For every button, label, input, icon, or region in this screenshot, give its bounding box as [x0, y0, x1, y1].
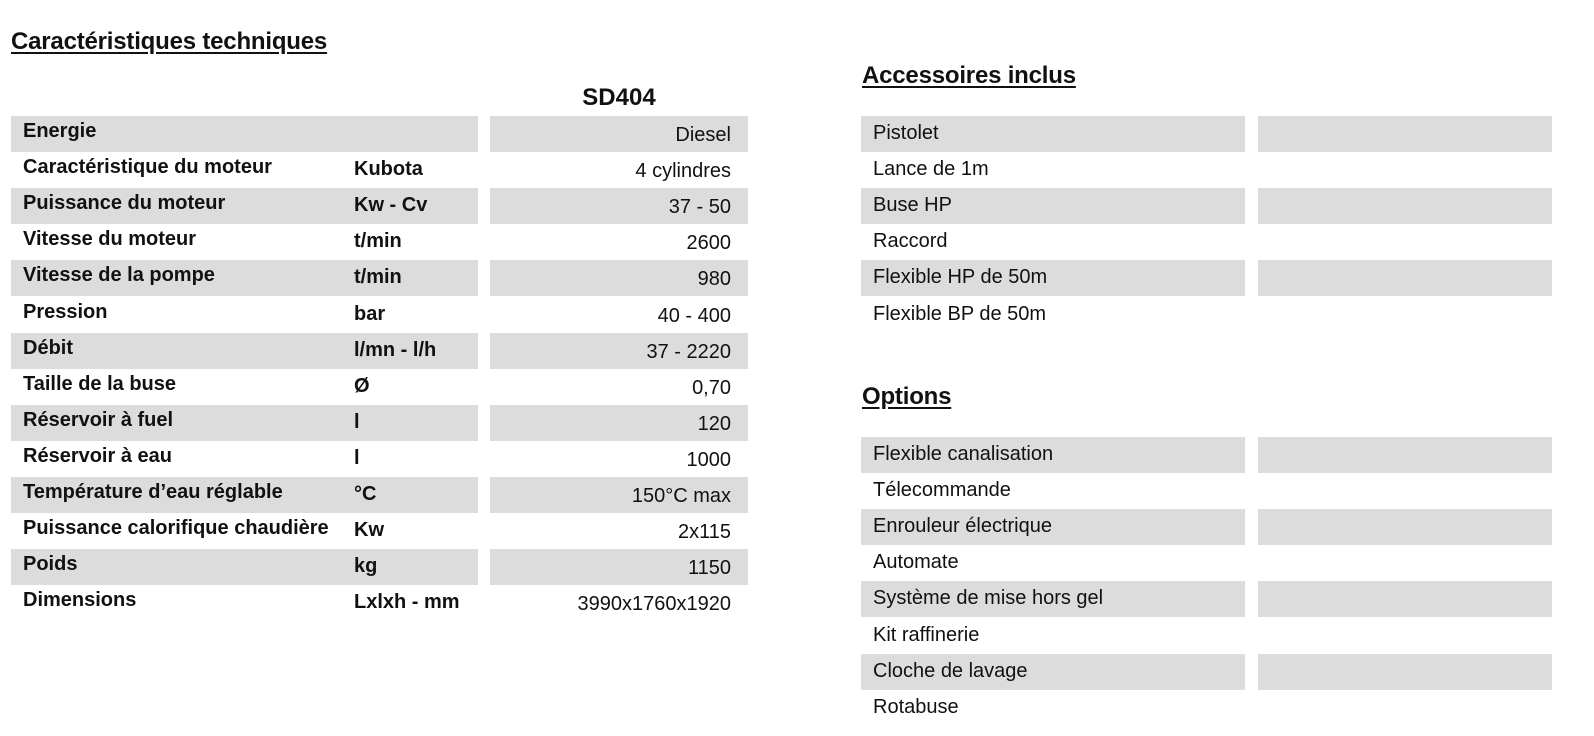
- option-item-label: Rotabuse: [873, 695, 959, 718]
- spec-unit: Kw - Cv: [354, 194, 428, 217]
- option-item: [0, 437, 1594, 473]
- spec-label: Température d’eau réglable: [23, 481, 283, 503]
- accessory-item: [0, 297, 1594, 333]
- accessory-item-label: Buse HP: [873, 194, 952, 217]
- spec-unit: Ø: [354, 374, 370, 397]
- spec-unit: Kubota: [354, 158, 423, 181]
- spec-row: [0, 333, 760, 369]
- spec-label: Réservoir à fuel: [23, 408, 174, 431]
- option-item: [0, 690, 1594, 726]
- spec-value: 40 - 400: [657, 304, 731, 327]
- spec-label: Débit: [23, 336, 73, 359]
- spec-unit: t/min: [354, 266, 402, 289]
- option-item: [0, 581, 1594, 617]
- option-item-label: Kit raffinerie: [873, 623, 980, 646]
- accessory-item: [0, 188, 1594, 224]
- accessory-item-label: Flexible BP de 50m: [873, 302, 1047, 325]
- spec-unit: l: [354, 410, 360, 433]
- option-item-label: Télecommande: [873, 479, 1011, 502]
- spec-label: Caractéristique du moteur: [23, 156, 272, 179]
- list-extra-cell: [1258, 116, 1552, 152]
- spec-value: 37 - 2220: [646, 340, 731, 363]
- accessory-item: [0, 224, 1594, 260]
- option-item: [0, 545, 1594, 581]
- spec-unit: l/mn - l/h: [354, 338, 437, 361]
- accessory-item-label: Raccord: [873, 230, 948, 253]
- accessories-title: Accessoires inclus: [862, 62, 1076, 89]
- accessory-item-label: Pistolet: [873, 122, 939, 144]
- accessory-item-label: Flexible HP de 50m: [873, 266, 1048, 289]
- spec-value: 3990x1760x1920: [577, 593, 731, 616]
- option-item: [0, 509, 1594, 545]
- spec-value: 0,70: [692, 376, 731, 399]
- spec-label: Poids: [23, 553, 78, 576]
- spec-unit: t/min: [354, 230, 402, 253]
- option-item: [0, 654, 1594, 690]
- spec-unit: °C: [354, 483, 377, 505]
- option-item: [0, 618, 1594, 654]
- list-extra-cell: [1258, 437, 1552, 473]
- list-extra-cell: [1258, 581, 1552, 617]
- spec-value: 1000: [686, 448, 731, 471]
- spec-label: Vitesse du moteur: [23, 228, 197, 251]
- spec-unit: kg: [354, 555, 378, 578]
- spec-row: [0, 405, 760, 441]
- accessory-item-label: Lance de 1m: [873, 158, 989, 181]
- spec-label: Taille de la buse: [23, 372, 177, 395]
- spec-value: 120: [697, 412, 731, 435]
- specs-title: Caractéristiques techniques: [11, 28, 328, 55]
- spec-label: Réservoir à eau: [23, 444, 172, 467]
- spec-value: Diesel: [675, 124, 731, 146]
- spec-label: Pression: [23, 300, 108, 323]
- option-item-label: Automate: [873, 551, 959, 574]
- spec-value: 1150: [687, 557, 731, 580]
- accessory-item: [0, 116, 1594, 152]
- accessory-item: [0, 152, 1594, 188]
- option-item-label: Flexible canalisation: [873, 443, 1054, 465]
- spec-value: 4 cylindres: [635, 160, 731, 183]
- option-item-label: Système de mise hors gel: [873, 587, 1104, 610]
- spec-unit: bar: [354, 302, 386, 325]
- spec-label: Puissance calorifique chaudière: [23, 517, 329, 540]
- spec-value: 980: [697, 268, 731, 291]
- spec-unit: l: [354, 446, 360, 469]
- accessory-item: [0, 260, 1594, 296]
- spec-row: [0, 369, 760, 405]
- spec-unit: Lxlxh - mm: [354, 591, 460, 614]
- model-name: SD404: [582, 84, 656, 111]
- spec-unit: Kw: [354, 519, 384, 542]
- option-item-label: Cloche de lavage: [873, 659, 1028, 682]
- spec-value: 150°C max: [631, 485, 731, 507]
- list-extra-cell: [1258, 509, 1552, 545]
- spec-label: Energie: [23, 120, 97, 142]
- spec-value: 2x115: [677, 521, 731, 544]
- list-extra-cell: [1258, 260, 1552, 296]
- spec-value: 2600: [686, 232, 731, 255]
- option-item-label: Enrouleur électrique: [873, 515, 1052, 538]
- spec-label: Dimensions: [23, 589, 137, 612]
- spec-label: Vitesse de la pompe: [23, 264, 215, 287]
- list-extra-cell: [1258, 188, 1552, 224]
- spec-value: 37 - 50: [668, 196, 731, 219]
- list-extra-cell: [1258, 654, 1552, 690]
- options-title: Options: [862, 383, 952, 410]
- option-item: [0, 473, 1594, 509]
- spec-label: Puissance du moteur: [23, 192, 226, 215]
